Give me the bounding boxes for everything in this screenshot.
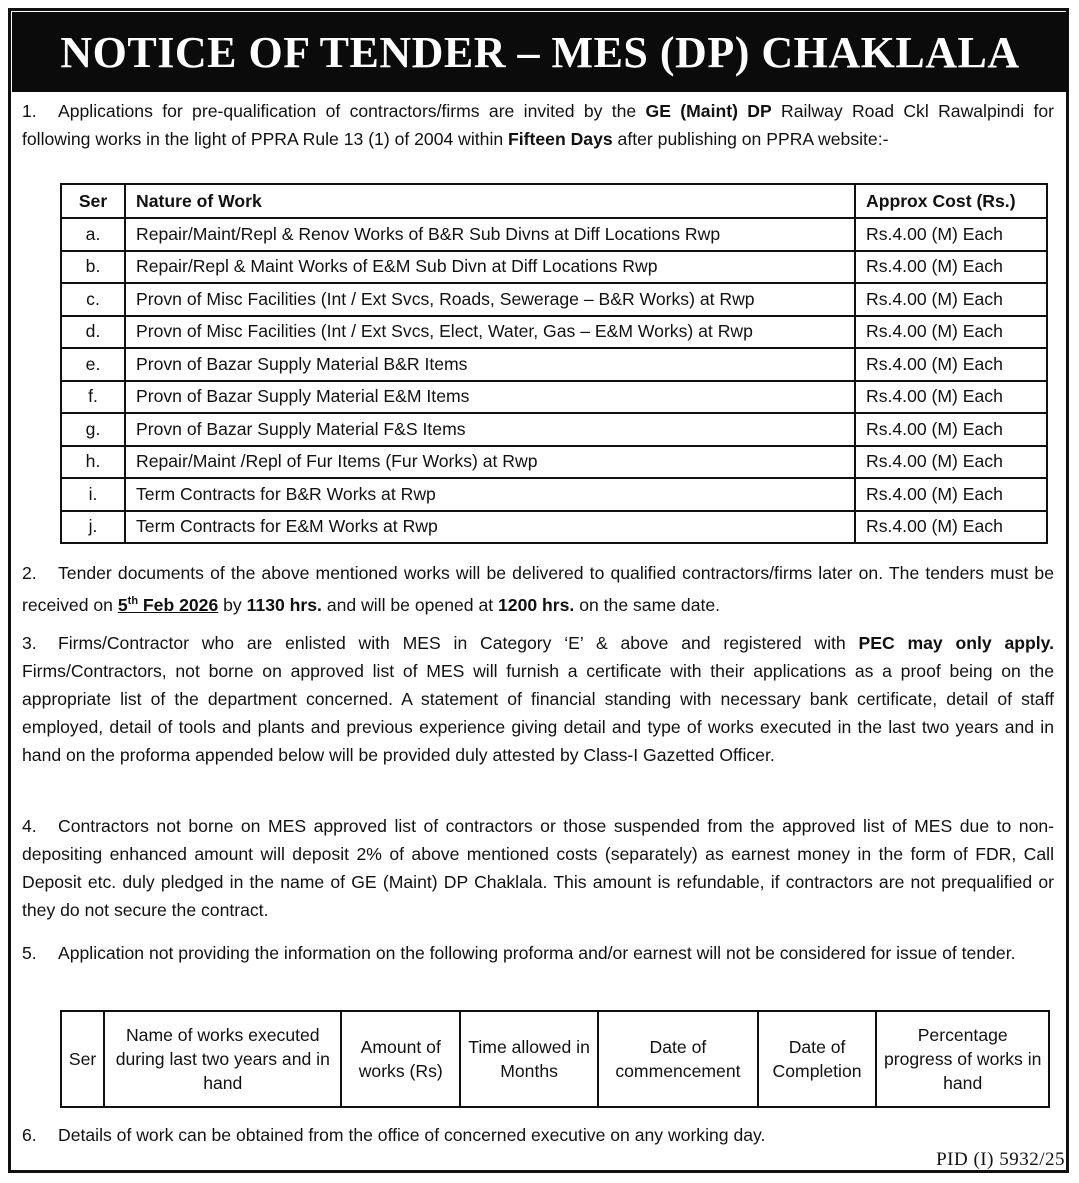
row-ser: h.	[61, 446, 125, 479]
paragraph-5: 5. Application not providing the information on the following proforma and/or earnest will not be considered for issue of tender.	[22, 939, 1054, 967]
row-approx-cost: Rs.4.00 (M) Each	[855, 446, 1047, 479]
row-nature-of-work: Repair/Maint /Repl of Fur Items (Fur Works) at Rwp	[125, 446, 855, 479]
row-approx-cost: Rs.4.00 (M) Each	[855, 381, 1047, 414]
proforma-table	[60, 1010, 1050, 1108]
table-row	[61, 413, 1047, 446]
row-approx-cost: Rs.4.00 (M) Each	[855, 316, 1047, 349]
proforma-amount: Amount of works (Rs)	[341, 1011, 460, 1107]
row-approx-cost: Rs.4.00 (M) Each	[855, 348, 1047, 381]
paragraph-number: 2.	[22, 563, 37, 583]
row-nature-of-work: Term Contracts for B&R Works at Rwp	[125, 478, 855, 511]
row-ser: f.	[61, 381, 125, 414]
row-ser: g.	[61, 413, 125, 446]
row-nature-of-work: Provn of Misc Facilities (Int / Ext Svcs, Elect, Water, Gas – E&M Works) at Rwp	[125, 316, 855, 349]
table-header-row	[61, 184, 1047, 218]
notice-title: NOTICE OF TENDER – MES (DP) CHAKLALA	[12, 12, 1068, 92]
table-row	[61, 446, 1047, 479]
table-row	[61, 511, 1047, 544]
row-nature-of-work: Provn of Bazar Supply Material B&R Items	[125, 348, 855, 381]
paragraph-1: 1. Applications for pre-qualification of contractors/firms are invited by the GE (Maint) DP Railway Road Ckl Rawalpindi for following works in the light of PPRA Rule 13 (1) of 2004 within Fifteen Days after publishing on PPRA website:-	[22, 97, 1054, 153]
header-nature-of-work: Nature of Work	[125, 184, 855, 218]
works-table	[60, 183, 1048, 544]
table-row	[61, 218, 1047, 251]
proforma-percentage-progress: Percentage progress of works in hand	[876, 1011, 1049, 1107]
row-nature-of-work: Provn of Bazar Supply Material F&S Items	[125, 413, 855, 446]
proforma-name-of-works: Name of works executed during last two years and in hand	[104, 1011, 341, 1107]
row-ser: j.	[61, 511, 125, 544]
proforma-time-allowed: Time allowed in Months	[460, 1011, 598, 1107]
proforma-ser: Ser	[61, 1011, 104, 1107]
table-row	[61, 316, 1047, 349]
paragraph-number: 6.	[22, 1125, 37, 1145]
row-ser: c.	[61, 283, 125, 316]
header-ser: Ser	[61, 184, 125, 218]
paragraph-number: 4.	[22, 816, 37, 836]
row-ser: d.	[61, 316, 125, 349]
proforma-date-commencement: Date of commencement	[598, 1011, 758, 1107]
row-nature-of-work: Repair/Maint/Repl & Renov Works of B&R Sub Divns at Diff Locations Rwp	[125, 218, 855, 251]
paragraph-number: 3.	[22, 633, 37, 653]
proforma-date-completion: Date of Completion	[758, 1011, 877, 1107]
row-nature-of-work: Provn of Bazar Supply Material E&M Items	[125, 381, 855, 414]
row-approx-cost: Rs.4.00 (M) Each	[855, 478, 1047, 511]
paragraph-6: 6. Details of work can be obtained from the office of concerned executive on any working day.	[22, 1121, 1054, 1149]
table-row	[61, 478, 1047, 511]
paragraph-4: 4. Contractors not borne on MES approved list of contractors or those suspended from the approved list of MES due to non-depositing enhanced amount will deposit 2% of above mentioned costs (separately) as earnest money in the form of FDR, Call Deposit etc. duly pledged in the name of GE (Maint) DP Chaklala. This amount is refundable, if contractors are not prequalified or they do not secure the contract.	[22, 812, 1054, 924]
row-ser: e.	[61, 348, 125, 381]
paragraph-number: 5.	[22, 943, 37, 963]
receipt-date: 5th Feb 2026	[117, 594, 219, 615]
table-row	[61, 283, 1047, 316]
row-nature-of-work: Term Contracts for E&M Works at Rwp	[125, 511, 855, 544]
row-approx-cost: Rs.4.00 (M) Each	[855, 413, 1047, 446]
row-ser: a.	[61, 218, 125, 251]
header-approx-cost: Approx Cost (Rs.)	[855, 184, 1047, 218]
row-approx-cost: Rs.4.00 (M) Each	[855, 283, 1047, 316]
table-row	[61, 251, 1047, 284]
paragraph-number: 1.	[22, 101, 37, 121]
row-approx-cost: Rs.4.00 (M) Each	[855, 251, 1047, 284]
row-approx-cost: Rs.4.00 (M) Each	[855, 511, 1047, 544]
paragraph-3: 3. Firms/Contractor who are enlisted with MES in Category ‘E’ & above and registered with PEC may only apply. Firms/Contractors, not borne on approved list of MES will furnish a certificate with their applications as a proof being on the appropriate list of the department concerned. A statement of financial standing with necessary bank certificate, detail of staff employed, detail of tools and plants and previous experience giving detail and type of works executed in the last two years and in hand on the proforma appended below will be provided duly attested by Class-I Gazetted Officer.	[22, 629, 1054, 769]
table-row	[61, 381, 1047, 414]
row-ser: b.	[61, 251, 125, 284]
pid-number: PID (I) 5932/25	[936, 1149, 1065, 1170]
proforma-header-row	[61, 1011, 1049, 1107]
row-ser: i.	[61, 478, 125, 511]
table-row	[61, 348, 1047, 381]
paragraph-2: 2. Tender documents of the above mentioned works will be delivered to qualified contractors/firms later on. The tenders must be received on 5th Feb 2026 by 1130 hrs. and will be opened at 1200 hrs. on the same date.	[22, 559, 1054, 619]
row-approx-cost: Rs.4.00 (M) Each	[855, 218, 1047, 251]
row-nature-of-work: Provn of Misc Facilities (Int / Ext Svcs, Roads, Sewerage – B&R Works) at Rwp	[125, 283, 855, 316]
row-nature-of-work: Repair/Repl & Maint Works of E&M Sub Divn at Diff Locations Rwp	[125, 251, 855, 284]
